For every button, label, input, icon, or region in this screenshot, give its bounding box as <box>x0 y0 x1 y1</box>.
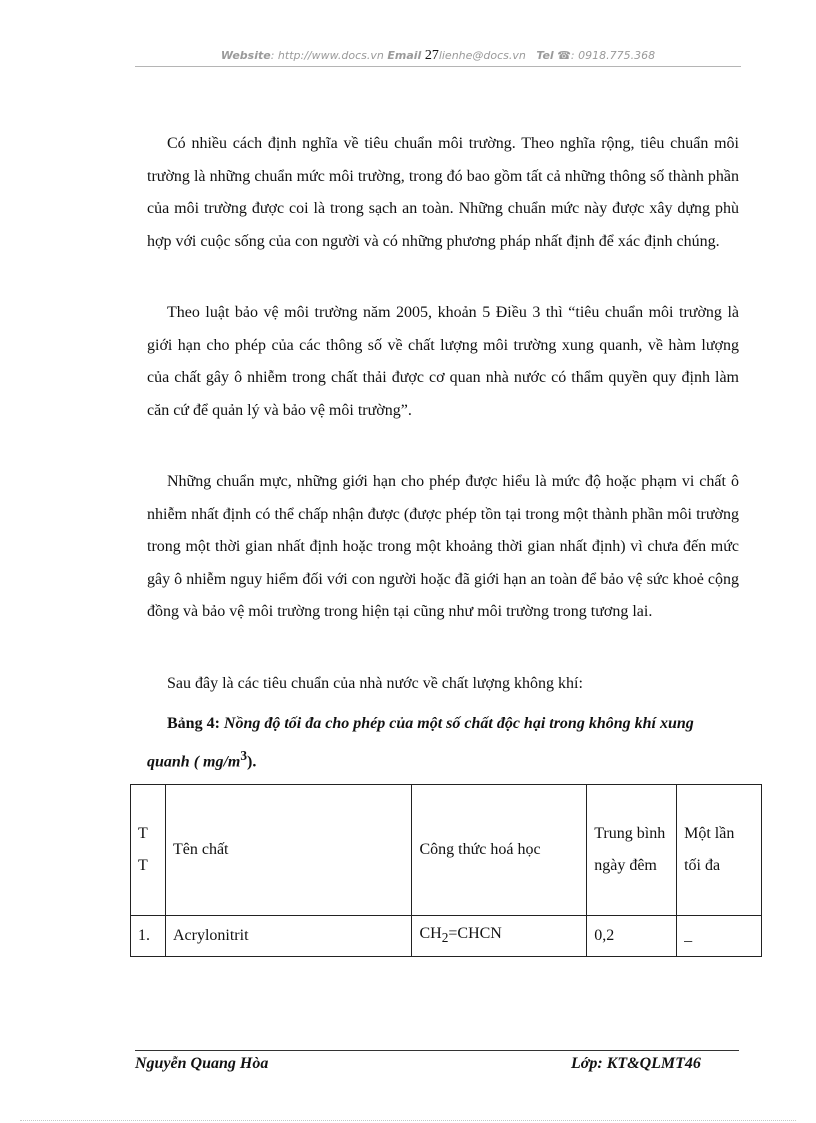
page-bottom-divider <box>20 1120 796 1121</box>
caption-end: ). <box>247 753 257 771</box>
pollutant-table <box>130 784 762 957</box>
page-header <box>135 48 741 66</box>
paragraph-4: Sau đây là các tiêu chuẩn của nhà nước về chất lượng không khí: <box>167 675 583 692</box>
formula-sub: 2 <box>441 930 449 946</box>
cell-formula <box>412 916 587 957</box>
table-caption <box>147 708 739 778</box>
cell-name: Acrylonitrit <box>165 916 412 957</box>
formula-part-b: =CHCN <box>448 924 502 942</box>
caption-label: Bảng 4: <box>167 715 220 732</box>
email-value: lienhe@docs.vn <box>438 49 526 62</box>
footer-rule <box>135 1050 739 1051</box>
footer-author: Nguyễn Quang Hòa <box>135 1055 269 1072</box>
header-rule <box>135 66 741 67</box>
website-value: : http://www.docs.vn <box>270 49 384 62</box>
paragraph-2: Theo luật bảo vệ môi trường năm 2005, khoản 5 Điều 3 thì “tiêu chuẩn môi trường là giới hạn cho phép của các thông số về chất lượng môi trường xung quanh, về hàm lượng của chất gây ô nhiễm trong chất thải được cơ quan nhà nước có thẩm quyền quy định làm căn cứ để quản lý và bảo vệ môi trường”. <box>147 304 739 419</box>
header-tt-line2: T <box>138 857 148 874</box>
cell-max: _ <box>677 916 762 957</box>
header-formula: Công thức hoá học <box>412 785 587 916</box>
formula-part-a: CH <box>419 924 442 942</box>
caption-sup: 3 <box>240 748 248 763</box>
footer-class: Lớp: KT&QLMT46 <box>571 1055 701 1072</box>
phone-icon: ☎ <box>557 49 571 62</box>
header-avg: Trung bình ngày đêm <box>587 785 677 916</box>
table-header-row <box>131 785 762 916</box>
tel-value: : 0918.775.368 <box>570 49 656 62</box>
paragraph-3: Những chuẩn mực, những giới hạn cho phép được hiểu là mức độ hoặc phạm vi chất ô nhiễm nhất định có thể chấp nhận được (được phép tồn tại trong một thành phần môi trường trong một thời gian nhất định hoặc trong một khoảng thời gian nhất định) vì chưa đến mức gây ô nhiễm nguy hiểm đối với con người hoặc đã giới hạn an toàn để bảo vệ sức khoẻ cộng đồng và bảo vệ môi trường trong hiện tại cũng như môi trường trong tương lai. <box>147 473 739 620</box>
tel-label: Tel <box>536 49 554 62</box>
caption-title: Nồng độ tối đa cho phép của một số chất độc hại trong không khí xung quanh ( mg/m <box>147 715 694 771</box>
page-number: 27 <box>424 48 439 63</box>
header-name: Tên chất <box>165 785 412 916</box>
email-label: Email <box>387 49 422 62</box>
header-tt-line1: T <box>138 825 148 842</box>
header-tt <box>131 785 166 916</box>
header-max: Một lần tối đa <box>677 785 762 916</box>
cell-tt: 1. <box>131 916 166 957</box>
cell-avg: 0,2 <box>587 916 677 957</box>
website-label: Website <box>220 49 271 62</box>
table-row <box>131 916 762 957</box>
page-break-mask <box>120 962 780 1022</box>
paragraph-1: Có nhiều cách định nghĩa về tiêu chuẩn môi trường. Theo nghĩa rộng, tiêu chuẩn môi trường là những chuẩn mức môi trường, trong đó bao gồm tất cả những thông số thành phần của môi trường được coi là trong sạch an toàn. Những chuẩn mức này được xây dựng phù hợp với cuộc sống của con người và có những phương pháp nhất định để xác định chúng. <box>147 135 739 250</box>
